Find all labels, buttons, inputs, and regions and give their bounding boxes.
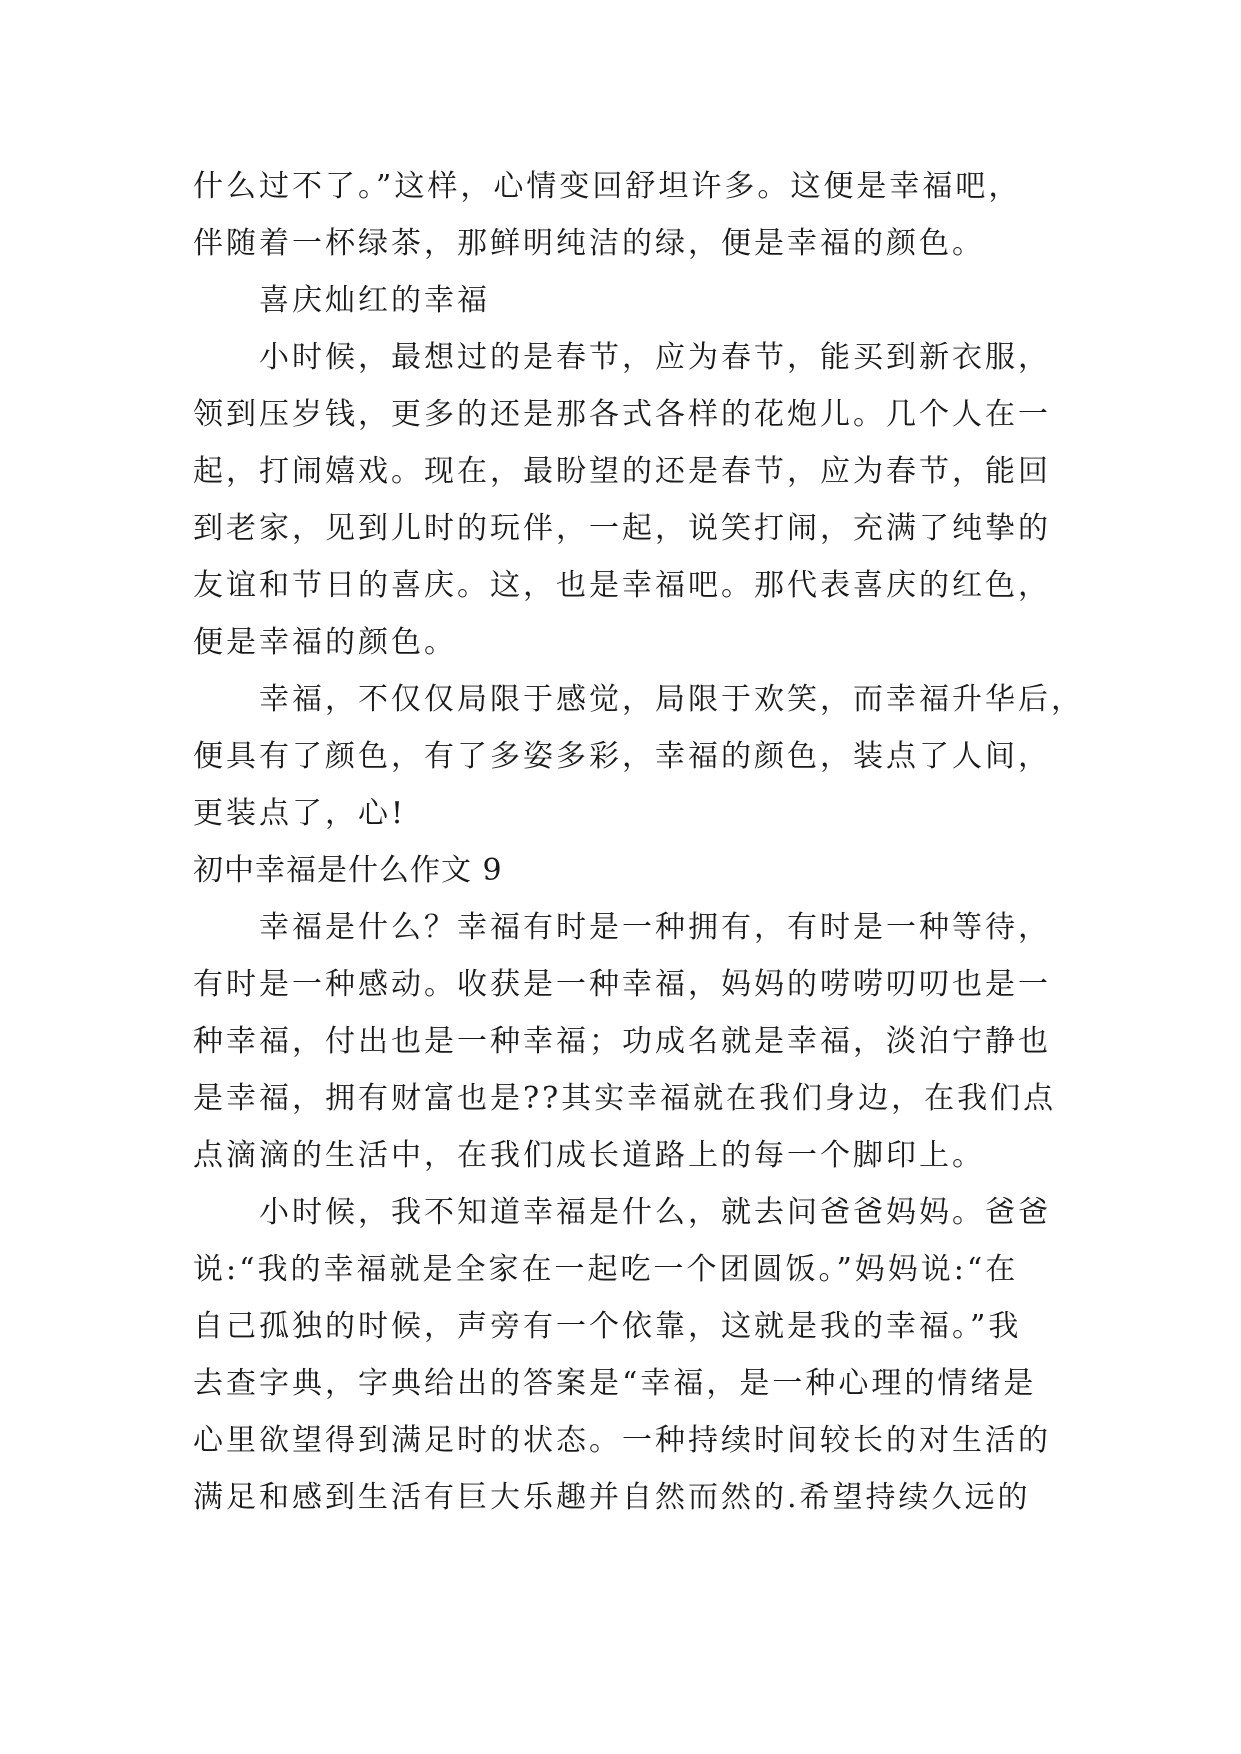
paragraph-start: 小时候，我不知道幸福是什么，就去问爸爸妈妈。爸爸: [259, 1195, 1051, 1230]
text-line: 伴随着一杯绿茶，那鲜明纯洁的绿，便是幸福的颜色。: [193, 226, 985, 261]
paragraph-start: 幸福，不仅仅局限于感觉，局限于欢笑，而幸福升华后，: [259, 682, 1084, 717]
text-line: 去查字典，字典给出的答案是“幸福，是一种心理的情绪是: [193, 1366, 1037, 1401]
text-line: 更装点了，心!: [193, 796, 407, 831]
text-line: 起，打闹嬉戏。现在，最盼望的还是春节，应为春节，能回: [193, 454, 1051, 489]
text-line: 领到压岁钱，更多的还是那各式各样的花炮儿。几个人在一: [193, 397, 1051, 432]
text-line: 种幸福，付出也是一种幸福；功成名就是幸福，淡泊宁静也: [193, 1024, 1051, 1059]
paragraph-start: 幸福是什么？幸福有时是一种拥有，有时是一种等待，: [259, 910, 1051, 945]
paragraph-start: 小时候，最想过的是春节，应为春节，能买到新衣服，: [259, 340, 1051, 375]
text-line: 友谊和节日的喜庆。这，也是幸福吧。那代表喜庆的红色，: [193, 568, 1051, 603]
essay-heading: 初中幸福是什么作文 9: [193, 853, 503, 888]
text-line: 说:“我的幸福就是全家在一起吃一个团圆饭。”妈妈说:“在: [193, 1252, 1019, 1287]
text-line: 便是幸福的颜色。: [193, 625, 457, 660]
text-line: 便具有了颜色，有了多姿多彩，幸福的颜色，装点了人间，: [193, 739, 1051, 774]
text-line: 到老家，见到儿时的玩伴，一起，说笑打闹，充满了纯挚的: [193, 511, 1051, 546]
text-line: 是幸福，拥有财富也是??其实幸福就在我们身边，在我们点: [193, 1081, 1057, 1116]
text-line: 点滴滴的生活中，在我们成长道路上的每一个脚印上。: [193, 1138, 985, 1173]
text-line: 什么过不了。”这样，心情变回舒坦许多。这便是幸福吧，: [193, 169, 1022, 204]
essay-text: [193, 158, 1084, 1526]
section-subtitle: 喜庆灿红的幸福: [259, 283, 490, 318]
text-line: 有时是一种感动。收获是一种幸福，妈妈的唠唠叨叨也是一: [193, 967, 1051, 1002]
text-line: 满足和感到生活有巨大乐趣并自然而然的.希望持续久远的: [193, 1480, 1031, 1515]
text-line: 自己孤独的时候，声旁有一个依靠，这就是我的幸福。”我: [193, 1309, 1022, 1344]
text-line: 心里欲望得到满足时的状态。一种持续时间较长的对生活的: [193, 1423, 1051, 1458]
